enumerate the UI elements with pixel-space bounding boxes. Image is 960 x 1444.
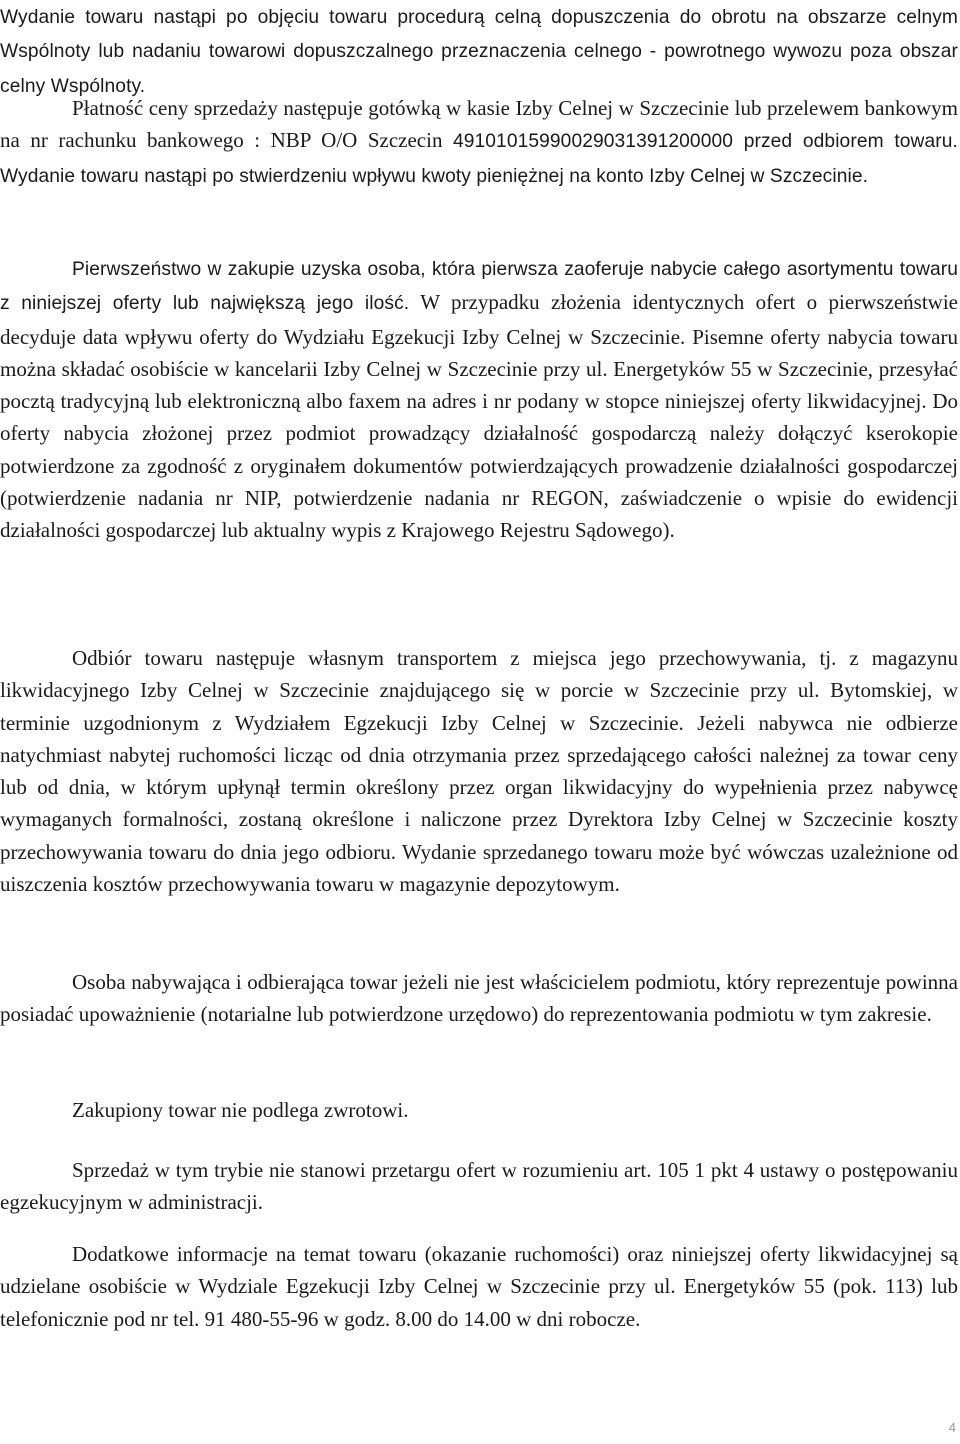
paragraph-text-account: 49101015990029031391200000 przed odbiorem towaru. Wydanie towaru nastąpi po stwierdzeniu wpływu kwoty pieniężnej na konto Izby Celnej w Szczecinie. [0, 131, 958, 187]
paragraph-text: Pierwszeństwo w zakupie uzyska osoba, która pierwsza zaoferuje nabycie całego asortymentu towaru z niniejszej oferty lub największą jego ilość. [0, 259, 958, 315]
paragraph-release-conditions [0, 0, 958, 103]
paragraph-collection [0, 642, 958, 900]
paragraph-payment [0, 92, 958, 193]
paragraph-text-continued: W przypadku złożenia identycznych ofert o pierwszeństwie decyduje data wpływu oferty do Wydziału Egzekucji Izby Celnej w Szczecinie. Pisemne oferty nabycia towaru można składać osobiście w kancelarii Izby Celnej w Szczecinie przy ul. Energetyków 55 w Szczecinie, przesyłać pocztą tradycyjną lub elektroniczną albo faxem na adres i nr podany w stopce niniejszej oferty likwidacyjnej. Do oferty nabycia złożonej przez podmiot prowadzący działalność gospodarczą należy dołączyć kserokopie potwierdzone za zgodność z oryginałem dokumentów potwierdzających prowadzenie działalności gospodarczej (potwierdzenie nadania nr NIP, potwierdzenie nadania nr REGON, zaświadczenie o wpisie do ewidencji działalności gospodarczej lub aktualny wypis z Krajowego Rejestru Sądowego). [0, 290, 958, 543]
paragraph-text: Wydanie towaru nastąpi po objęciu towaru procedurą celną dopuszczenia do obrotu na obszarze celnym Wspólnoty lub nadaniu towarowi dopuszczalnego przeznaczenia celnego - powrotnego wywozu poza obszar celny Wspólnoty. [0, 7, 958, 97]
paragraph-text: Zakupiony towar nie podlega zwrotowi. [72, 1098, 409, 1122]
paragraph-text: Osoba nabywająca i odbierająca towar jeżeli nie jest właścicielem podmiotu, który reprezentuje powinna posiadać upoważnienie (notarialne lub potwierdzone urzędowo) do reprezentowania podmiotu w tym zakresie. [0, 970, 958, 1027]
paragraph-authorization [0, 966, 958, 1031]
paragraph-text: Dodatkowe informacje na temat towaru (okazanie ruchomości) oraz niniejszej oferty likwidacyjnej są udzielane osobiście w Wydziale Egzekucji Izby Celnej w Szczecinie przy ul. Energetyków 55 (pok. 113) lub telefonicznie pod nr tel. 91 480-55-96 w godz. 8.00 do 14.00 w dni robocze. [0, 1242, 958, 1331]
paragraph-text: Odbiór towaru następuje własnym transportem z miejsca jego przechowywania, tj. z magazynu likwidacyjnego Izby Celnej w Szczecinie znajdującego się w porcie w Szczecinie przy ul. Bytomskiej, w terminie uzgodnionym z Wydziałem Egzekucji Izby Celnej w Szczecinie. Jeżeli nabywca nie odbierze natychmiast nabytej ruchomości licząc od dnia otrzymania przez sprzedającego całości należnej za towar ceny lub od dnia, w którym upłynął termin określony przez organ likwidacyjny do wypełnienia przez nabywcę wymaganych formalności, zostaną określone i naliczone przez Dyrektora Izby Celnej w Szczecinie koszty przechowywania towaru do dnia jego odbioru. Wydanie sprzedanego towaru może być wówczas uzależnione od uiszczenia kosztów przechowywania towaru w magazynie depozytowym. [0, 646, 958, 897]
paragraph-additional-info [0, 1238, 958, 1335]
paragraph-text: Płatność ceny sprzedaży następuje gotówką w kasie Izby Celnej w Szczecinie lub przelewem bankowym na nr rachunku bankowego : NBP O/O Szczecin [0, 96, 958, 153]
paragraph-text: Sprzedaż w tym trybie nie stanowi przetargu ofert w rozumieniu art. 105 1 pkt 4 ustawy o postępowaniu egzekucyjnym w administracji. [0, 1158, 958, 1215]
paragraph-legal-basis [0, 1154, 958, 1219]
paragraph-priority-offers [0, 252, 958, 547]
page-number: 4 [948, 1420, 956, 1435]
paragraph-no-returns [0, 1094, 958, 1126]
